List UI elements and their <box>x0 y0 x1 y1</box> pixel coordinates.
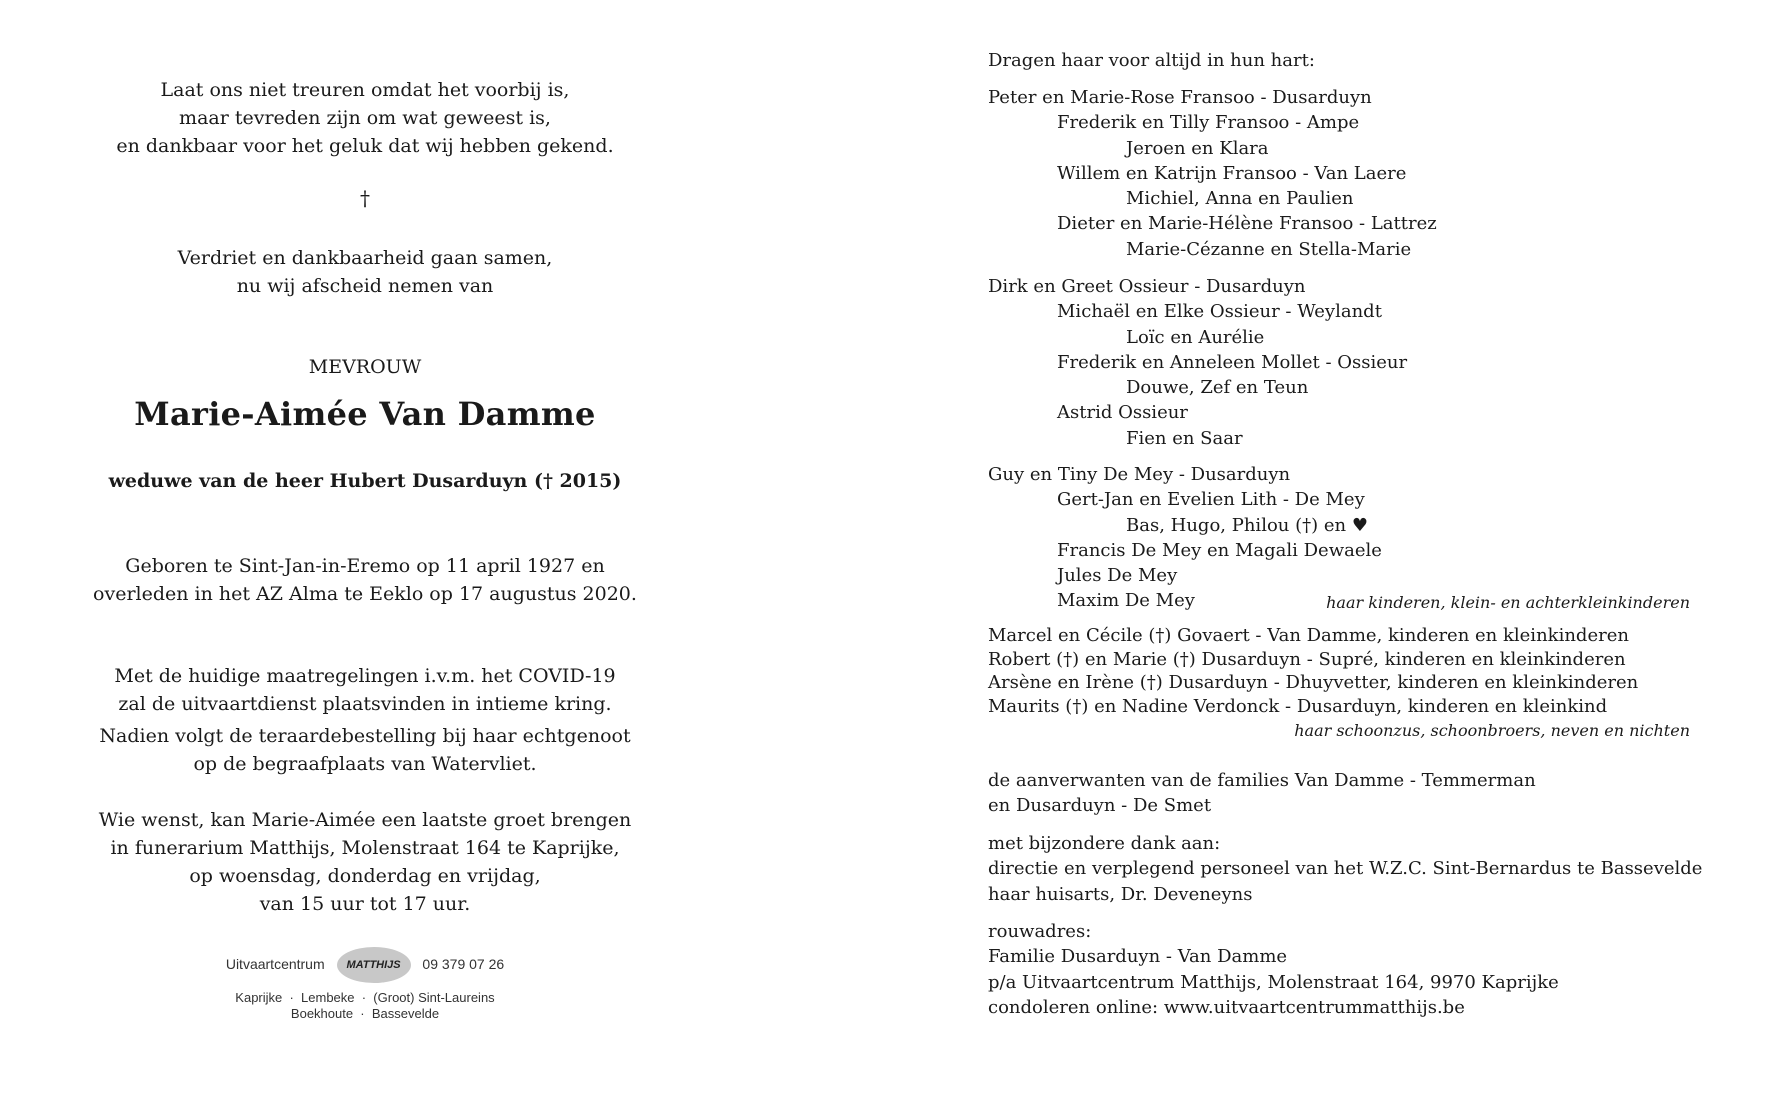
family-line: Loïc en Aurélie <box>1126 326 1265 348</box>
poem-line: Laat ons niet treuren omdat het voorbij is, <box>160 79 570 101</box>
salutation: MEVROUW <box>308 356 422 378</box>
birth-death <box>0 552 730 608</box>
family-line: Frederik en Anneleen Mollet - Ossieur <box>1057 351 1408 373</box>
family-line: Dirk en Greet Ossieur - Dusarduyn <box>988 276 1306 297</box>
visit-line: Wie wenst, kan Marie-Aimée een laatste groet brengen <box>98 809 632 831</box>
family-line: Fien en Saar <box>1126 427 1243 449</box>
address-line: p/a Uitvaartcentrum Matthijs, Molenstraat 164, 9970 Kaprijke <box>988 971 1559 993</box>
funeral-home-label: Uitvaartcentrum <box>225 956 325 972</box>
relatives-line: de aanverwanten van de families Van Damme - Temmerman <box>988 770 1536 791</box>
family-line: Francis De Mey en Magali Dewaele <box>1057 539 1382 561</box>
left-page <box>0 0 730 1112</box>
right-page <box>988 0 1792 1112</box>
poem <box>0 76 730 160</box>
relatives-line: en Dusarduyn - De Smet <box>988 795 1212 817</box>
covid-line: Nadien volgt de teraardebestelling bij haar echtgenoot <box>99 725 631 747</box>
intro-text <box>0 244 730 300</box>
funeral-home-phone: 09 379 07 26 <box>422 956 505 972</box>
deceased-name: Marie-Aimée Van Damme <box>134 395 596 433</box>
family-line: Guy en Tiny De Mey - Dusarduyn <box>988 464 1291 485</box>
visit-line: van 15 uur tot 17 uur. <box>259 893 471 915</box>
covid-line: Met de huidige maatregelingen i.v.m. het COVID-19 <box>114 665 616 687</box>
family-line: Marie-Cézanne en Stella-Marie <box>1126 238 1412 260</box>
family-group-2 <box>988 274 1788 451</box>
family-line: Douwe, Zef en Teun <box>1126 377 1309 399</box>
poem-line: maar tevreden zijn om wat geweest is, <box>179 107 551 129</box>
sibling-line: Maurits (†) en Nadine Verdonck - Dusarduyn, kinderen en kleinkind <box>988 695 1608 717</box>
funeral-home-logo <box>337 947 411 983</box>
family-line: Michaël en Elke Ossieur - Weylandt <box>1057 301 1382 323</box>
family-line: Michiel, Anna en Paulien <box>1126 188 1354 210</box>
logo-text: MATTHIJS <box>346 959 401 972</box>
family-line: Dieter en Marie-Hélène Fransoo - Lattrez <box>1057 213 1437 235</box>
locations-line: Kaprijke · Lembeke · (Groot) Sint-Laureins <box>235 990 495 1005</box>
siblings-note: haar schoonzus, schoonbroers, neven en nichten <box>1294 721 1690 740</box>
thanks-line: directie en verplegend personeel van het W.Z.C. Sint-Bernardus te Bassevelde <box>988 858 1703 880</box>
address-label: rouwadres: <box>988 921 1092 942</box>
intro-line: Verdriet en dankbaarheid gaan samen, <box>177 247 553 269</box>
covid-line: zal de uitvaartdienst plaatsvinden in intieme kring. <box>118 693 612 715</box>
address-line: Familie Dusarduyn - Van Damme <box>988 946 1288 968</box>
visit-line: in funerarium Matthijs, Molenstraat 164 te Kaprijke, <box>110 837 620 859</box>
family-group-3 <box>988 462 1788 614</box>
sibling-line: Arsène en Irène (†) Dusarduyn - Dhuyvetter, kinderen en kleinkinderen <box>988 672 1639 693</box>
cross-symbol: † <box>360 186 370 210</box>
locations-line: Boekhoute · Bassevelde <box>290 1006 440 1021</box>
mourners-heading: Dragen haar voor altijd in hun hart: <box>988 50 1315 71</box>
family-line: Astrid Ossieur <box>1057 402 1188 424</box>
family-line: Willem en Katrijn Fransoo - Van Laere <box>1057 162 1407 184</box>
funeral-home-footer <box>0 944 730 1022</box>
covid-line: op de begraafplaats van Watervliet. <box>193 753 537 775</box>
family-group-1 <box>988 85 1788 262</box>
visit-line: op woensdag, donderdag en vrijdag, <box>189 865 541 887</box>
covid-notice <box>0 662 730 778</box>
birth-line: Geboren te Sint-Jan-in-Eremo op 11 april 1927 en <box>125 555 605 577</box>
children-note: haar kinderen, klein- en achterkleinkinderen <box>1326 593 1690 612</box>
thanks-section <box>988 831 1788 907</box>
thanks-line: met bijzondere dank aan: <box>988 833 1221 854</box>
death-line: overleden in het AZ Alma te Eeklo op 17 augustus 2020. <box>93 583 637 605</box>
thanks-line: haar huisarts, Dr. Deveneyns <box>988 883 1253 905</box>
relatives <box>988 768 1788 819</box>
family-line: Peter en Marie-Rose Fransoo - Dusarduyn <box>988 87 1372 108</box>
poem-line: en dankbaar voor het geluk dat wij hebben gekend. <box>116 135 614 157</box>
family-line: Gert-Jan en Evelien Lith - De Mey <box>1057 489 1365 511</box>
spouse-line: weduwe van de heer Hubert Dusarduyn († 2015) <box>108 470 622 492</box>
family-line: Frederik en Tilly Fransoo - Ampe <box>1057 112 1360 134</box>
intro-line: nu wij afscheid nemen van <box>236 275 494 297</box>
family-line: Maxim De Mey <box>1057 590 1195 612</box>
address-section <box>988 919 1788 1020</box>
family-line: Jeroen en Klara <box>1126 137 1269 159</box>
sibling-line: Robert (†) en Marie (†) Dusarduyn - Supré, kinderen en kleinkinderen <box>988 648 1626 670</box>
siblings-group <box>988 624 1788 718</box>
family-line: Jules De Mey <box>1057 565 1178 587</box>
family-line: Bas, Hugo, Philou (†) en ♥ <box>1126 514 1368 536</box>
sibling-line: Marcel en Cécile (†) Govaert - Van Damme, kinderen en kleinkinderen <box>988 625 1629 646</box>
condolence-link[interactable]: condoleren online: www.uitvaartcentrummatthijs.be <box>988 996 1465 1018</box>
visitation-info <box>0 806 730 918</box>
